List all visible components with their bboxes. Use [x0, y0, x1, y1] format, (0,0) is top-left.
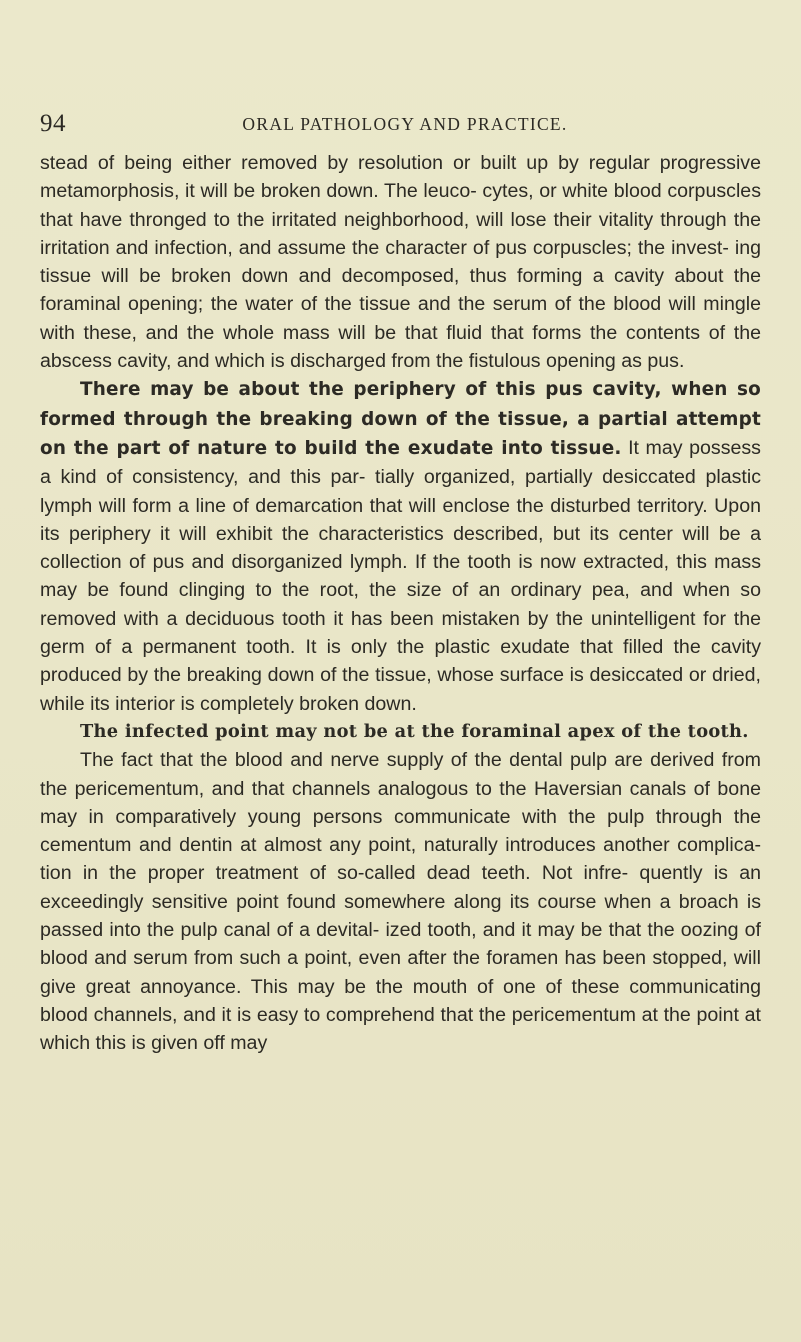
- paragraph-blood-supply: The fact that the blood and nerve supply of the dental pulp are derived from the pericementum, and that channels analogous to the Haversian canals of bone may in comparatively young persons communicate with the pulp through the cementum and dentin at almost any point, naturally introduces another complica- tion in the proper treatment of so-called dead teeth. Not infre- quently is an exceedingly sensitive point found somewhere along its course when a broach is passed into the pulp canal of a devital- ized tooth, and it may be that the oozing of blood and serum from such a point, even after the foramen has been stopped, will give great annoyance. This may be the mouth of one of these communicating blood channels, and it is easy to comprehend that the pericementum at the point at which this is given off may: [40, 749, 761, 1055]
- paragraph-continuation: stead of being either removed by resolution or built up by regular progressive metamorphosis, it will be broken down. The leuco- cytes, or white blood corpuscles that have thronged to the irritated neighborhood, will lose their vitality through the irritation and infection, and assume the character of pus corpuscles; the invest- ing tissue will be broken down and decomposed, thus forming a cavity about the foraminal opening; the water of the tissue and the serum of the blood will mingle with these, and the whole mass will be that fluid that forms the contents of the abscess cavity, and which is discharged from the fistulous opening as pus.: [40, 152, 761, 373]
- paragraph-text: It may possess a kind of consistency, and this par- tially organized, partially desiccated plastic lymph will form a line of demarcation that will enclose the disturbed territory. Upon its periphery it will exhibit the characteristics described, but its center will be a collection of pus and disorganized lymph. If the tooth is now extracted, this mass may be found clinging to the root, the size of an ordinary pea, and when so removed with a deciduous tooth it has been mistaken by the unintelligent for the germ of a permanent tooth. It is only the plastic exudate that filled the cavity produced by the breaking down of the tissue, whose surface is desiccated or dried, while its interior is completely broken down.: [40, 436, 761, 715]
- section-heading-infected-point: The infected point may not be at the foraminal apex of the tooth.: [80, 720, 749, 742]
- page-number: 94: [40, 110, 66, 137]
- running-title: ORAL PATHOLOGY AND PRACTICE.: [242, 114, 568, 134]
- running-head: [40, 112, 760, 136]
- paragraph-pus-cavity: [40, 375, 761, 718]
- emphasized-statement: There may be about the periphery of this pus cavity, when so formed through the breaking down of the tissue, a partial attempt on the part of nature to build the exudate into tissue.: [40, 379, 761, 459]
- body-text: [40, 149, 761, 1058]
